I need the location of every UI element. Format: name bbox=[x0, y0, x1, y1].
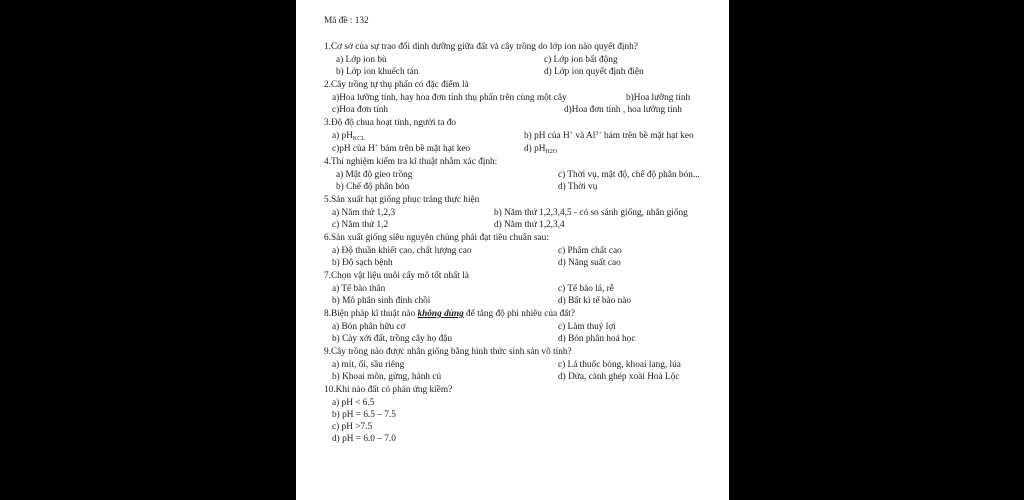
emphasis-not-used: không dùng bbox=[417, 309, 464, 319]
q5-option-c: c) Năm thứ 1,2 bbox=[332, 220, 389, 230]
q9-option-d: d) Dứa, cành ghép xoài Hoà Lộc bbox=[558, 372, 680, 382]
q8-option-c: c) Làm thuỷ lợi bbox=[558, 322, 616, 332]
q6-option-b: b) Độ sạch bệnh bbox=[332, 258, 393, 268]
q7-option-b: b) Mô phân sinh đỉnh chồi bbox=[332, 296, 431, 306]
q5-option-b: b) Năm thứ 1,2,3,4,5 - có so sánh giống, nhân giống bbox=[494, 208, 688, 218]
q8-option-a: a) Bón phân hữu cơ bbox=[332, 322, 406, 332]
q5-option-d: d) Năm thứ 1,2,3,4 bbox=[494, 220, 565, 230]
question-6: 6.Sản xuất giống siêu nguyên chủng phải đạt tiêu chuẩn sau: bbox=[324, 233, 549, 243]
question-9: 9.Cây trồng nào được nhân giống bằng hình thức sinh sản vô tính? bbox=[324, 347, 572, 357]
q8-option-b: b) Cày xới đất, trồng cây họ đậu bbox=[332, 334, 453, 344]
question-1: 1.Cơ sở của sự trao đổi dinh dưỡng giữa đất và cây trồng do lớp ion nào quyết định? bbox=[324, 42, 638, 52]
q1-option-c: c) Lớp ion bất động bbox=[544, 55, 618, 65]
question-10: 10.Khi nào đất có phản ứng kiềm? bbox=[324, 385, 453, 395]
q2-option-d: d)Hoa đơn tính , hoa lưỡng tính bbox=[564, 105, 682, 115]
q6-option-c: c) Phẩm chất cao bbox=[558, 246, 622, 256]
q3-option-a: a) $pH_{KCL}$ bbox=[332, 131, 365, 142]
q5-option-a: a) Năm thứ 1,2,3 bbox=[332, 208, 396, 218]
q2-option-a: a)Hoa lưỡng tính, hay hoa đơn tính thụ phấn trên cùng một cây bbox=[332, 93, 567, 103]
q10-option-c: c) pH >7.5 bbox=[332, 422, 373, 432]
question-2: 2.Cây trồng tự thụ phấn có đặc điểm là bbox=[324, 80, 469, 90]
q3-option-c: c)pH của H+ bám trên bề mặt hạt keo bbox=[332, 144, 471, 154]
question-3: 3.Độ độ chua hoạt tính, người ta đo bbox=[324, 118, 457, 128]
question-5: 5.Sản xuất hạt giống phục tráng thực hiện bbox=[324, 195, 480, 205]
question-7: 7.Chọn vật liệu nuôi cấy mô tốt nhất là bbox=[324, 271, 469, 281]
q9-option-a: a) mít, ổi, sầu riêng bbox=[332, 360, 405, 370]
q1-option-b: b) Lớp ion khuếch tán bbox=[336, 67, 419, 77]
q7-option-d: d) Bất kì tế bào nào bbox=[558, 296, 632, 306]
q4-option-b: b) Chế độ phân bón bbox=[336, 182, 410, 192]
q4-option-c: c) Thời vụ, mật độ, chế độ phân bón... bbox=[558, 170, 700, 180]
q10-option-d: d) pH = 6.0 – 7.0 bbox=[332, 434, 396, 444]
question-8: 8.Biện pháp kĩ thuật nào không dùng để tăng độ phì nhiêu của đất? bbox=[324, 309, 575, 319]
q6-option-a: a) Độ thuần khiết cao, chất lượng cao bbox=[332, 246, 472, 256]
q7-option-a: a) Tế bào thân bbox=[332, 284, 386, 294]
question-4: 4.Thí nghiệm kiểm tra kĩ thuật nhằm xác định: bbox=[324, 157, 498, 167]
q6-option-d: d) Năng suất cao bbox=[558, 258, 621, 268]
q4-option-a: a) Mật độ gieo trồng bbox=[336, 170, 413, 180]
q4-option-d: d) Thời vụ bbox=[558, 182, 598, 192]
q2-option-b: b)Hoa lưỡng tính bbox=[626, 93, 691, 103]
q3-option-d: d) $pH_{H2O}$ bbox=[524, 144, 558, 155]
q7-option-c: c) Tế bào lá, rễ bbox=[558, 284, 614, 294]
q9-option-c: c) Lá thuốc bỏng, khoai lang, lúa bbox=[558, 360, 681, 370]
q3-option-b: b) pH của H+ và $Al^{3+}$ bám trên bề mặt hạt keo bbox=[524, 131, 694, 141]
q2-option-c: c)Hoa đơn tính bbox=[332, 105, 389, 115]
q1-option-a: a) Lớp ion bù bbox=[336, 55, 387, 65]
q9-option-b: b) Khoai môn, gừng, hành củ bbox=[332, 372, 442, 382]
exam-page bbox=[296, 0, 729, 500]
q8-option-d: d) Bón phân hoá học bbox=[558, 334, 636, 344]
q10-option-b: b) pH = 6.5 – 7.5 bbox=[332, 410, 396, 420]
q1-option-d: d) Lớp ion quyết định điện bbox=[544, 67, 644, 77]
exam-code: Mã đề : 132 bbox=[324, 16, 369, 26]
q10-option-a: a) pH < 6.5 bbox=[332, 398, 375, 408]
